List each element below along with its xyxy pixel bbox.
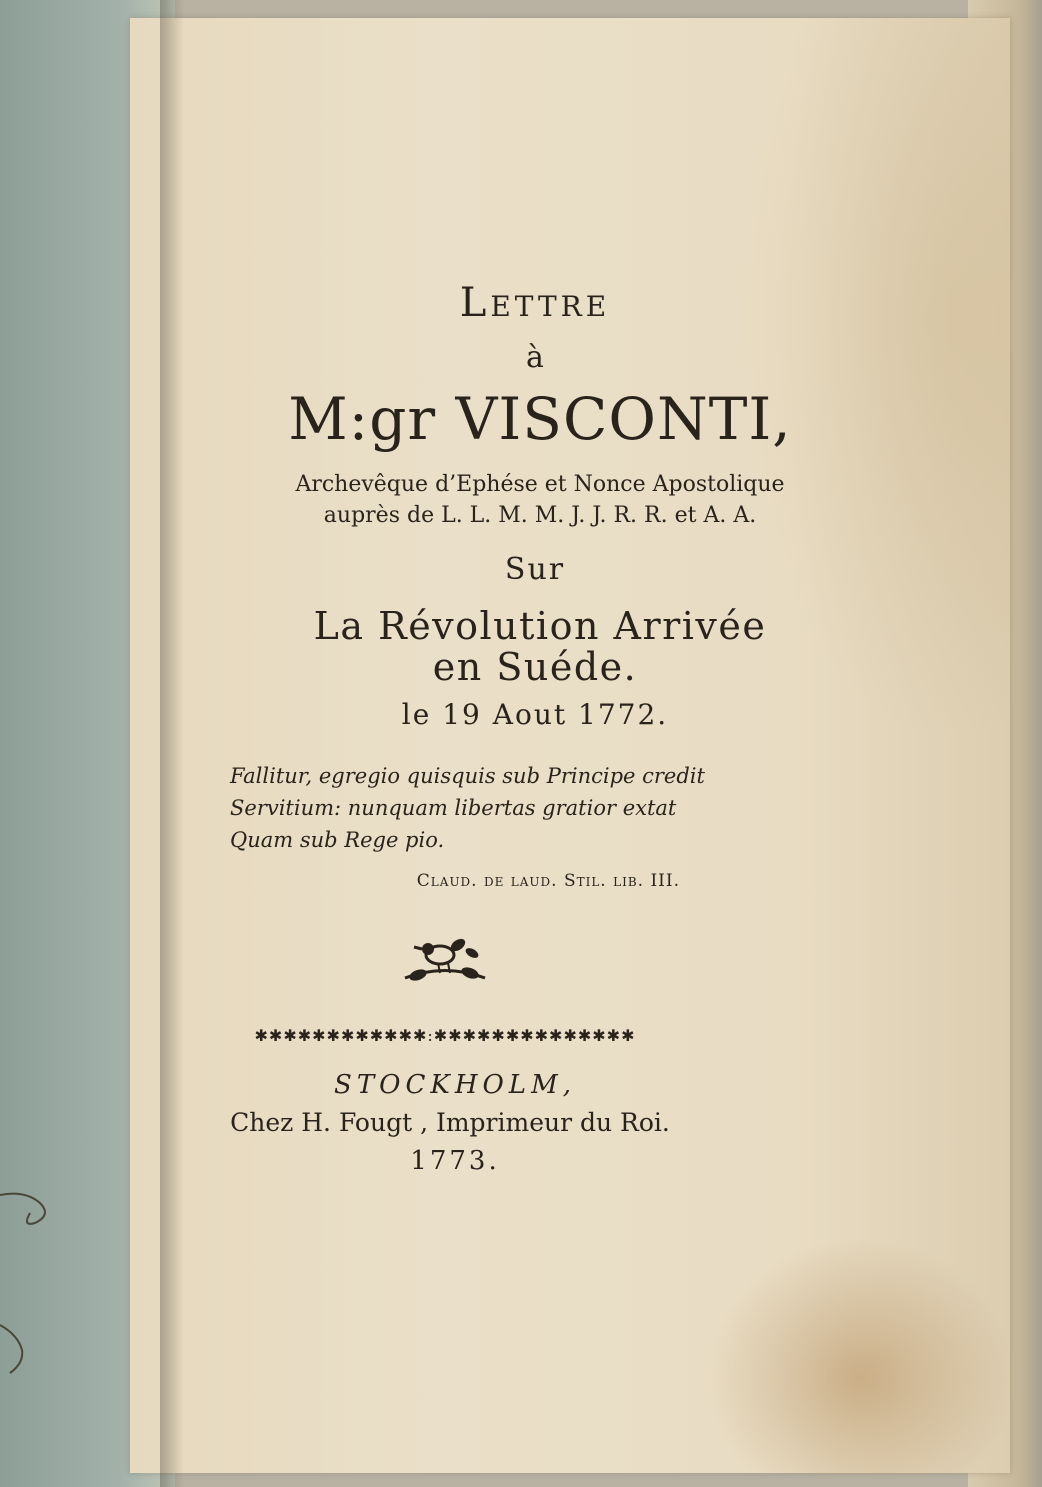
title-page-content	[130, 18, 1010, 1473]
heading-a: à	[526, 340, 544, 375]
imprint-city: STOCKHOLM,	[334, 1070, 576, 1100]
heading-sur: Sur	[504, 552, 566, 587]
heading-lettre: Lettre	[459, 280, 611, 326]
event-date: le 19 Aout 1772.	[401, 698, 669, 731]
motto-line: Servitium: nunquam libertas gratior extat	[230, 796, 677, 820]
subject-line2: en Suéde.	[432, 645, 638, 689]
spine-shadow	[160, 0, 184, 1487]
recipient-title-line1: Archevêque d’Ephése et Nonce Apostolique	[295, 472, 785, 497]
latin-motto	[230, 760, 705, 856]
star-divider: ✱✱✱✱✱✱✱✱✱✱✱✱:✱✱✱✱✱✱✱✱✱✱✱✱✱✱	[254, 1026, 636, 1045]
bird-on-branch-ornament-icon	[400, 923, 490, 993]
title-page	[130, 18, 1010, 1473]
recipient-title-line2: auprès de L. L. M. M. J. J. R. R. et A. A.	[323, 503, 757, 528]
imprint-year: 1773.	[410, 1146, 500, 1176]
motto-attribution: Claud. de laud. Stil. lib. III.	[416, 871, 680, 891]
handwriting-mark-icon	[0, 1175, 70, 1395]
motto-line: Fallitur, egregio quisquis sub Principe credit	[230, 764, 705, 788]
imprint-printer: Chez H. Fougt , Imprimeur du Roi.	[230, 1108, 670, 1137]
motto-line: Quam sub Rege pio.	[230, 828, 445, 852]
subject-line1: La Révolution Arrivée	[313, 604, 767, 648]
recipient-name: M:gr VISCONTI,	[288, 385, 792, 453]
